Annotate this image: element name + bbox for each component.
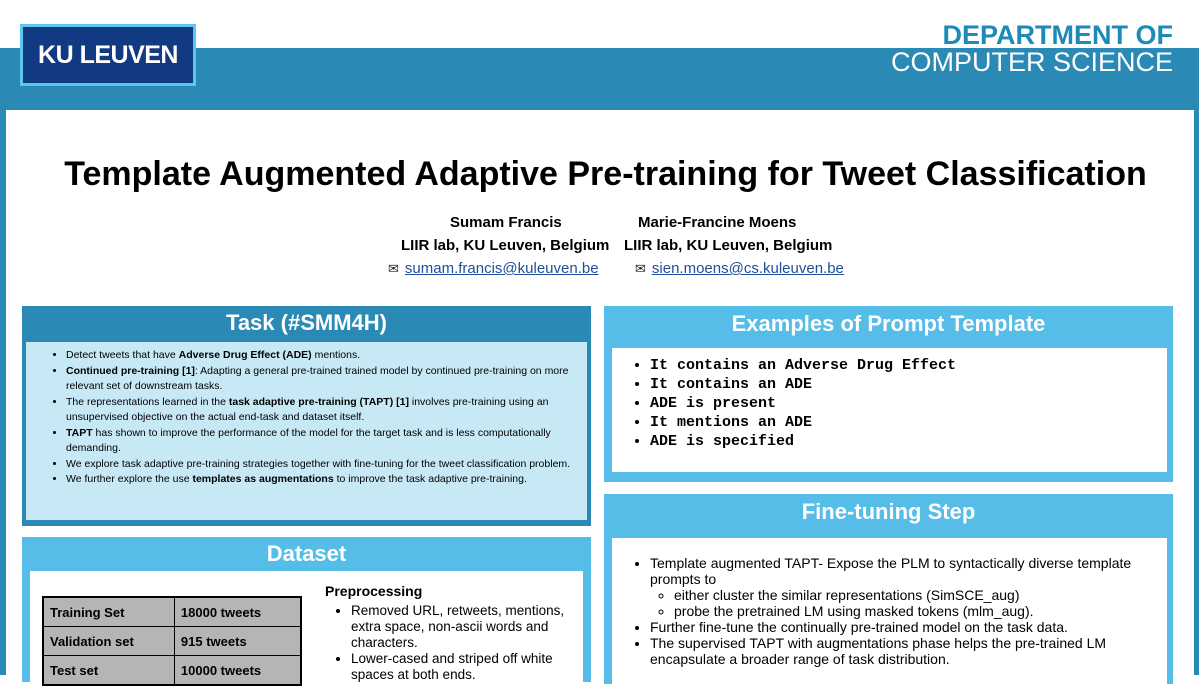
list-item: [650, 555, 1147, 619]
table-cell: 18000 tweets: [174, 597, 301, 627]
dept-line-2: COMPUTER SCIENCE: [890, 47, 1173, 77]
email-2-link[interactable]: sien.moens@cs.kuleuven.be: [651, 260, 844, 277]
department-label: [891, 22, 1173, 76]
list-item: • ADE is present: [650, 394, 1167, 413]
list-item: • It contains an ADE: [650, 375, 1167, 394]
preprocessing-title: Preprocessing: [325, 583, 423, 599]
finetune-sublist: [650, 587, 1147, 619]
email-1-row: [388, 260, 599, 277]
envelope-icon: ✉: [635, 261, 646, 276]
affiliation-1: LIIR lab, KU Leuven, Belgium: [401, 237, 610, 254]
table-row: [43, 656, 301, 686]
list-item: • ADE is specified: [650, 432, 1167, 451]
task-heading: Task (#SMM4H): [226, 310, 387, 335]
list-item: ◦ either cluster the similar representations (SimSCE_aug): [674, 587, 1127, 603]
list-item: • Removed URL, retweets, mentions, extra space, non-ascii words and characters.: [351, 603, 596, 651]
table-cell: Training Set: [43, 597, 174, 627]
list-item: • It contains an Adverse Drug Effect: [650, 356, 1167, 375]
email-1-link[interactable]: sumam.francis@kuleuven.be: [404, 260, 599, 277]
finetune-heading: Fine-tuning Step: [801, 499, 976, 524]
ku-leuven-logo: [20, 24, 196, 86]
list-item: • Further fine-tune the continually pre-trained model on the task data.: [650, 619, 1147, 635]
dataset-section: [22, 537, 591, 682]
table-cell: 915 tweets: [174, 627, 301, 656]
dataset-heading: Dataset: [266, 541, 347, 566]
list-item-text: Template augmented TAPT- Expose the PLM to syntactically diverse template prompts to: [650, 555, 1132, 587]
finetune-body: [612, 538, 1167, 684]
finetune-section: [604, 494, 1173, 684]
list-item: • It mentions an ADE: [650, 413, 1167, 432]
affiliation-2: LIIR lab, KU Leuven, Belgium: [624, 237, 833, 254]
envelope-icon: ✉: [388, 261, 399, 276]
right-border: [1194, 110, 1199, 675]
table-cell: Validation set: [43, 627, 174, 656]
dept-line-1: DEPARTMENT OF: [942, 20, 1173, 50]
examples-body: [612, 348, 1167, 472]
table-row: [43, 597, 301, 627]
list-item: • Lower-cased and striped off white spaces at both ends.: [351, 651, 596, 683]
poster-title: Template Augmented Adaptive Pre-training for Tweet Classification: [64, 155, 1147, 193]
preprocessing-list: [325, 603, 596, 683]
author-1: Sumam Francis: [450, 214, 562, 231]
examples-section: [604, 306, 1173, 482]
author-2: Marie-Francine Moens: [638, 214, 797, 231]
list-item: • The supervised TAPT with augmentations phase helps the pre-trained LM encapsulate a broader range of task distribution.: [650, 635, 1147, 667]
table-cell: 10000 tweets: [174, 656, 301, 686]
list-item: • Continued pre-training [1]: Adapting a general pre-trained trained model by continued pre-training on more relevant set of downstream tasks.: [66, 364, 587, 395]
task-section: [22, 306, 591, 526]
dataset-body: [30, 571, 583, 691]
table-row: [43, 627, 301, 656]
list-item: • The representations learned in the task adaptive pre-training (TAPT) [1] involves pre-training using an unsupervised objective on the actual end-task and dataset itself.: [66, 395, 587, 426]
list-item: • TAPT has shown to improve the performance of the model for the target task and is less computationally demanding.: [66, 426, 587, 457]
email-2-row: [635, 260, 844, 277]
finetune-list: [612, 555, 1167, 667]
list-item: • We explore task adaptive pre-training strategies together with fine-tuning for the tweet classification problem.: [66, 457, 587, 473]
list-item: • We further explore the use templates as augmentations to improve the task adaptive pre-training.: [66, 472, 587, 488]
list-item: ◦ probe the pretrained LM using masked tokens (mlm_aug).: [674, 603, 1127, 619]
task-body: [26, 342, 587, 520]
table-cell: Test set: [43, 656, 174, 686]
list-item: • Detect tweets that have Adverse Drug Effect (ADE) mentions.: [66, 348, 587, 364]
dataset-table: [42, 596, 302, 686]
examples-list: [612, 356, 1167, 451]
examples-heading: Examples of Prompt Template: [731, 311, 1046, 336]
logo-text: KU LEUVEN: [38, 40, 178, 69]
task-list: [26, 348, 587, 488]
